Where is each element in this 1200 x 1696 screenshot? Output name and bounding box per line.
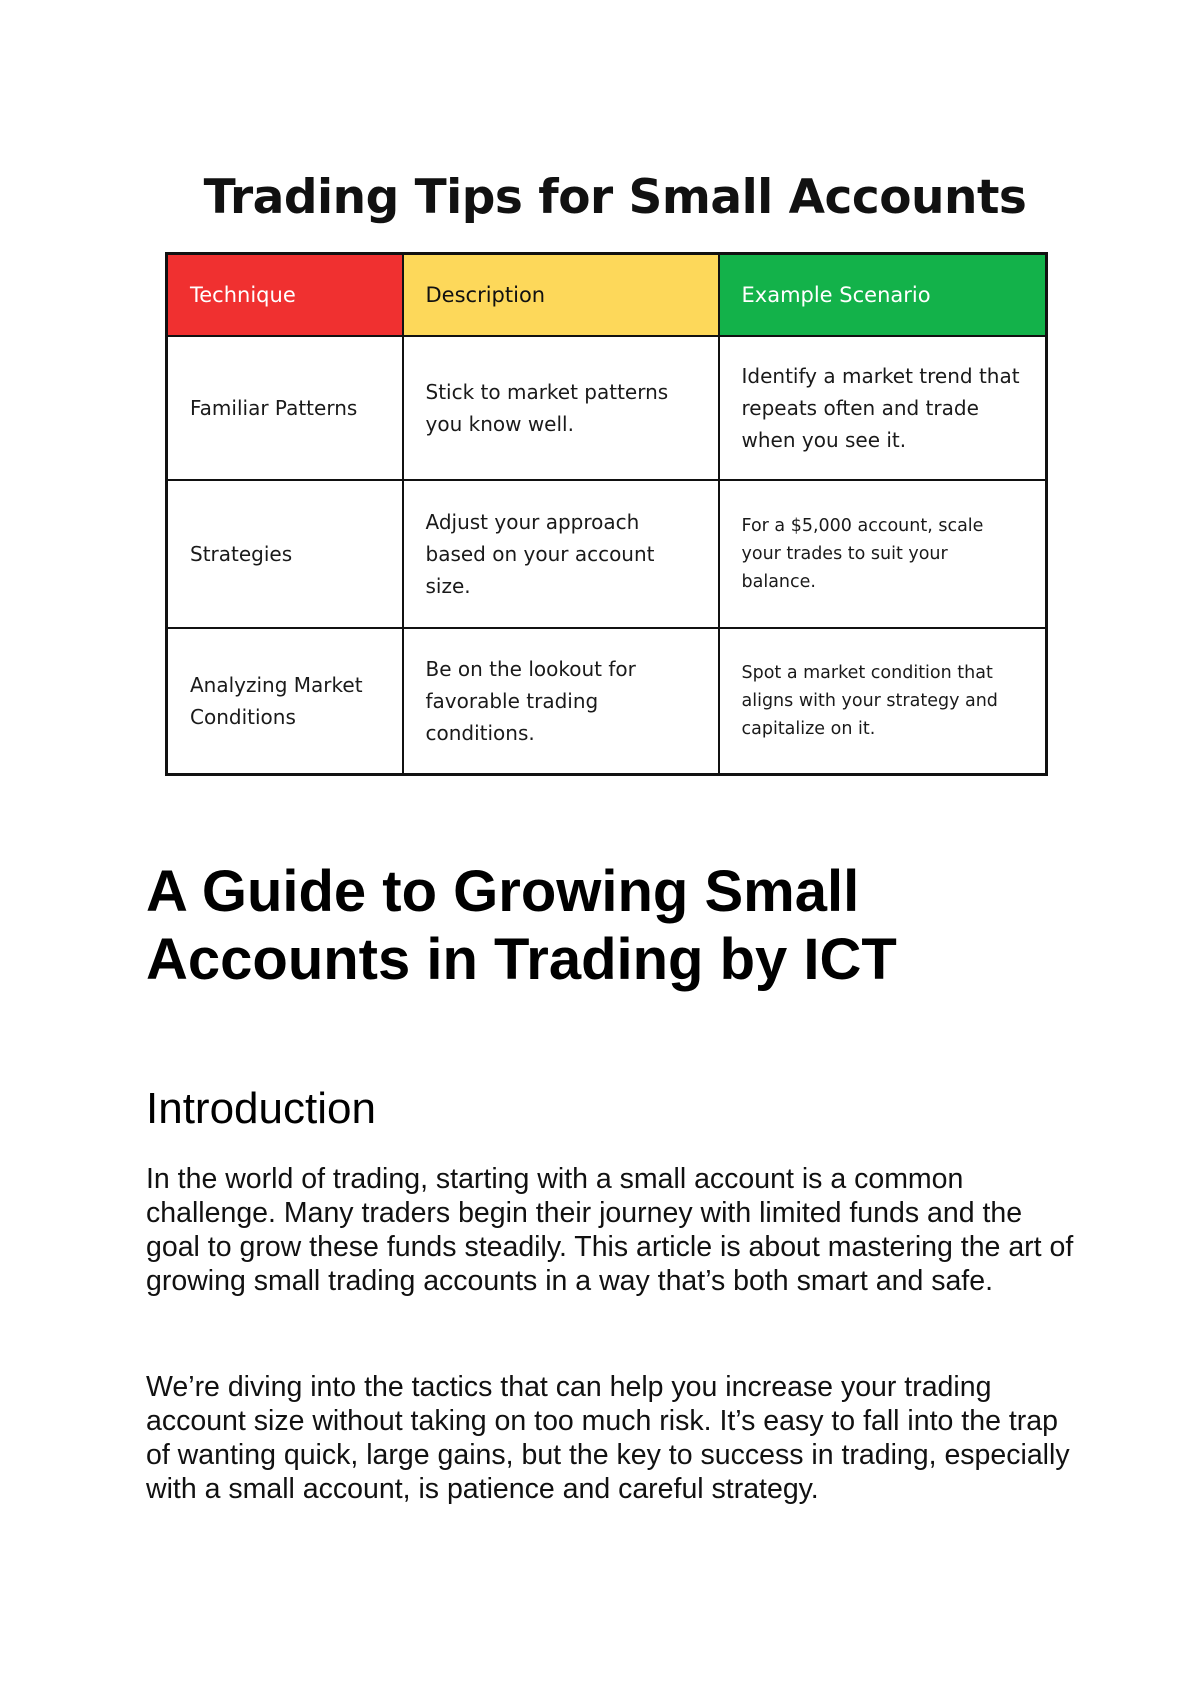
technique-cell: Analyzing Market Conditions	[167, 628, 403, 775]
table-header-row	[167, 254, 1047, 337]
description-cell: Stick to market patterns you know well.	[403, 336, 719, 480]
intro-paragraph-1: In the world of trading, starting with a small account is a common challenge. Many traders begin their journey with limited funds and the goal to grow these funds steadily. This article is about mastering the art of growing small trading accounts in a way that’s both smart and safe.	[146, 1163, 1074, 1297]
trading-tips-table	[165, 252, 1048, 776]
section-heading-introduction: Introduction	[146, 1084, 376, 1133]
table-row	[167, 628, 1047, 775]
table-row	[167, 480, 1047, 628]
technique-cell: Familiar Patterns	[167, 336, 403, 480]
example-cell: For a $5,000 account, scale your trades to suit your balance.	[719, 480, 1047, 628]
description-cell: Be on the lookout for favorable trading conditions.	[403, 628, 719, 775]
article-title: A Guide to Growing Small Accounts in Trading by ICT	[146, 859, 897, 992]
header-description: Description	[403, 254, 719, 337]
technique-cell: Strategies	[167, 480, 403, 628]
intro-paragraph-2: We’re diving into the tactics that can help you increase your trading account size without taking on too much risk. It’s easy to fall into the trap of wanting quick, large gains, but the key to success in trading, especially with a small account, is patience and careful strategy.	[146, 1371, 1070, 1505]
header-technique: Technique	[167, 254, 403, 337]
example-cell: Spot a market condition that aligns with your strategy and capitalize on it.	[719, 628, 1047, 775]
table-row	[167, 336, 1047, 480]
header-example-scenario: Example Scenario	[719, 254, 1047, 337]
description-cell: Adjust your approach based on your account size.	[403, 480, 719, 628]
example-cell: Identify a market trend that repeats often and trade when you see it.	[719, 336, 1047, 480]
infographic-title: Trading Tips for Small Accounts	[203, 170, 1027, 225]
